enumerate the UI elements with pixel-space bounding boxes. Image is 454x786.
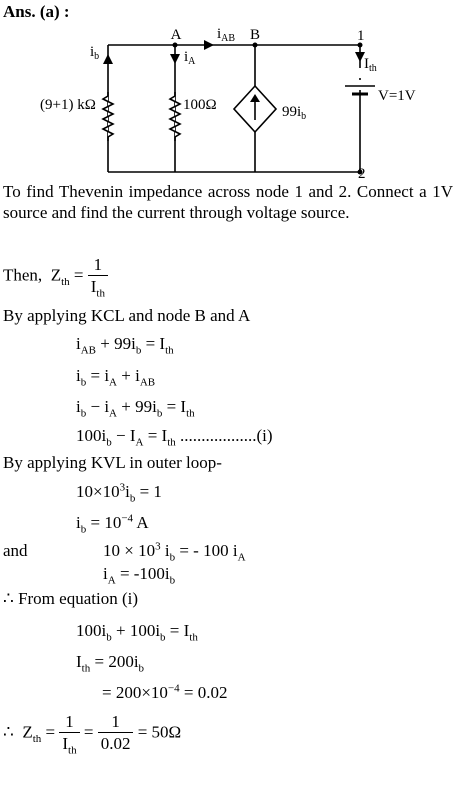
final-equation-3: = $200\times 10^{-4} = 0.02$ <box>102 682 228 702</box>
kvl-equation-3: $10 \times 10^3$ $i_b$ = - 100 $i_A$ <box>103 540 246 564</box>
i-a-label: $i_A$ <box>184 49 196 67</box>
from-equation-heading: ∴ From equation (i) <box>3 589 138 608</box>
kcl-heading: By applying KCL and node B and A <box>3 306 251 325</box>
and-label: and <box>3 541 28 560</box>
dependent-source-label: $99i_b$ <box>282 104 307 122</box>
result-value: 50Ω <box>151 722 182 742</box>
node-2-label: 2 <box>358 166 366 182</box>
resistor-2-label: 100Ω <box>183 97 217 113</box>
answer-heading: Ans. (a) : <box>3 2 70 21</box>
kcl-equation-4: $100i_b - I_A = I_{th}$ ..................(i) <box>76 426 273 449</box>
kcl-equation-3: $i_b - i_A + 99i_b = I_{th}$ <box>76 397 195 420</box>
kcl-equation-2: $i_b = i_A + i_{AB}$ <box>76 366 156 389</box>
then-equation: Then, $Z_{th}$ = $\frac{1}{I_{th}}$ <box>3 255 108 298</box>
node-a-label: A <box>170 27 182 43</box>
circuit-diagram <box>0 20 454 200</box>
final-equation-2: $I_{th} = 200i_b$ <box>76 652 145 675</box>
resistor-1-label: (9+1) kΩ <box>40 97 96 113</box>
intro-paragraph: To find Thevenin impedance across node 1 and 2. Connect a 1V source and find the current through voltage source. <box>3 182 453 222</box>
kcl-equation-1: $i_{AB} + 99i_b = I_{th}$ <box>76 334 174 357</box>
kvl-heading: By applying KVL in outer loop- <box>3 453 222 472</box>
final-equation-1: $100i_b + 100i_b = I_{th}$ <box>76 621 198 644</box>
kvl-equation-4: $i_A = -100i_b$ <box>103 564 176 587</box>
node-1-label: 1 <box>357 28 365 44</box>
i-ab-label: $i_{AB}$ <box>217 26 236 44</box>
kvl-equation-1: $10\times 10^3i_b = 1$ <box>76 481 162 505</box>
final-result-equation: ∴ $Z_{th}$ = $\frac{1}{I_{th}}$ = $\frac{1}{0.02}$ = 50Ω <box>3 712 182 757</box>
voltage-source-label: V=1V <box>378 88 416 104</box>
i-b-label: $i_b$ <box>90 44 100 62</box>
i-th-label: $I_{th}$ <box>364 56 377 74</box>
kvl-equation-2: $i_b = 10^{-4}$ A <box>76 512 149 536</box>
node-b-label: B <box>249 27 261 43</box>
